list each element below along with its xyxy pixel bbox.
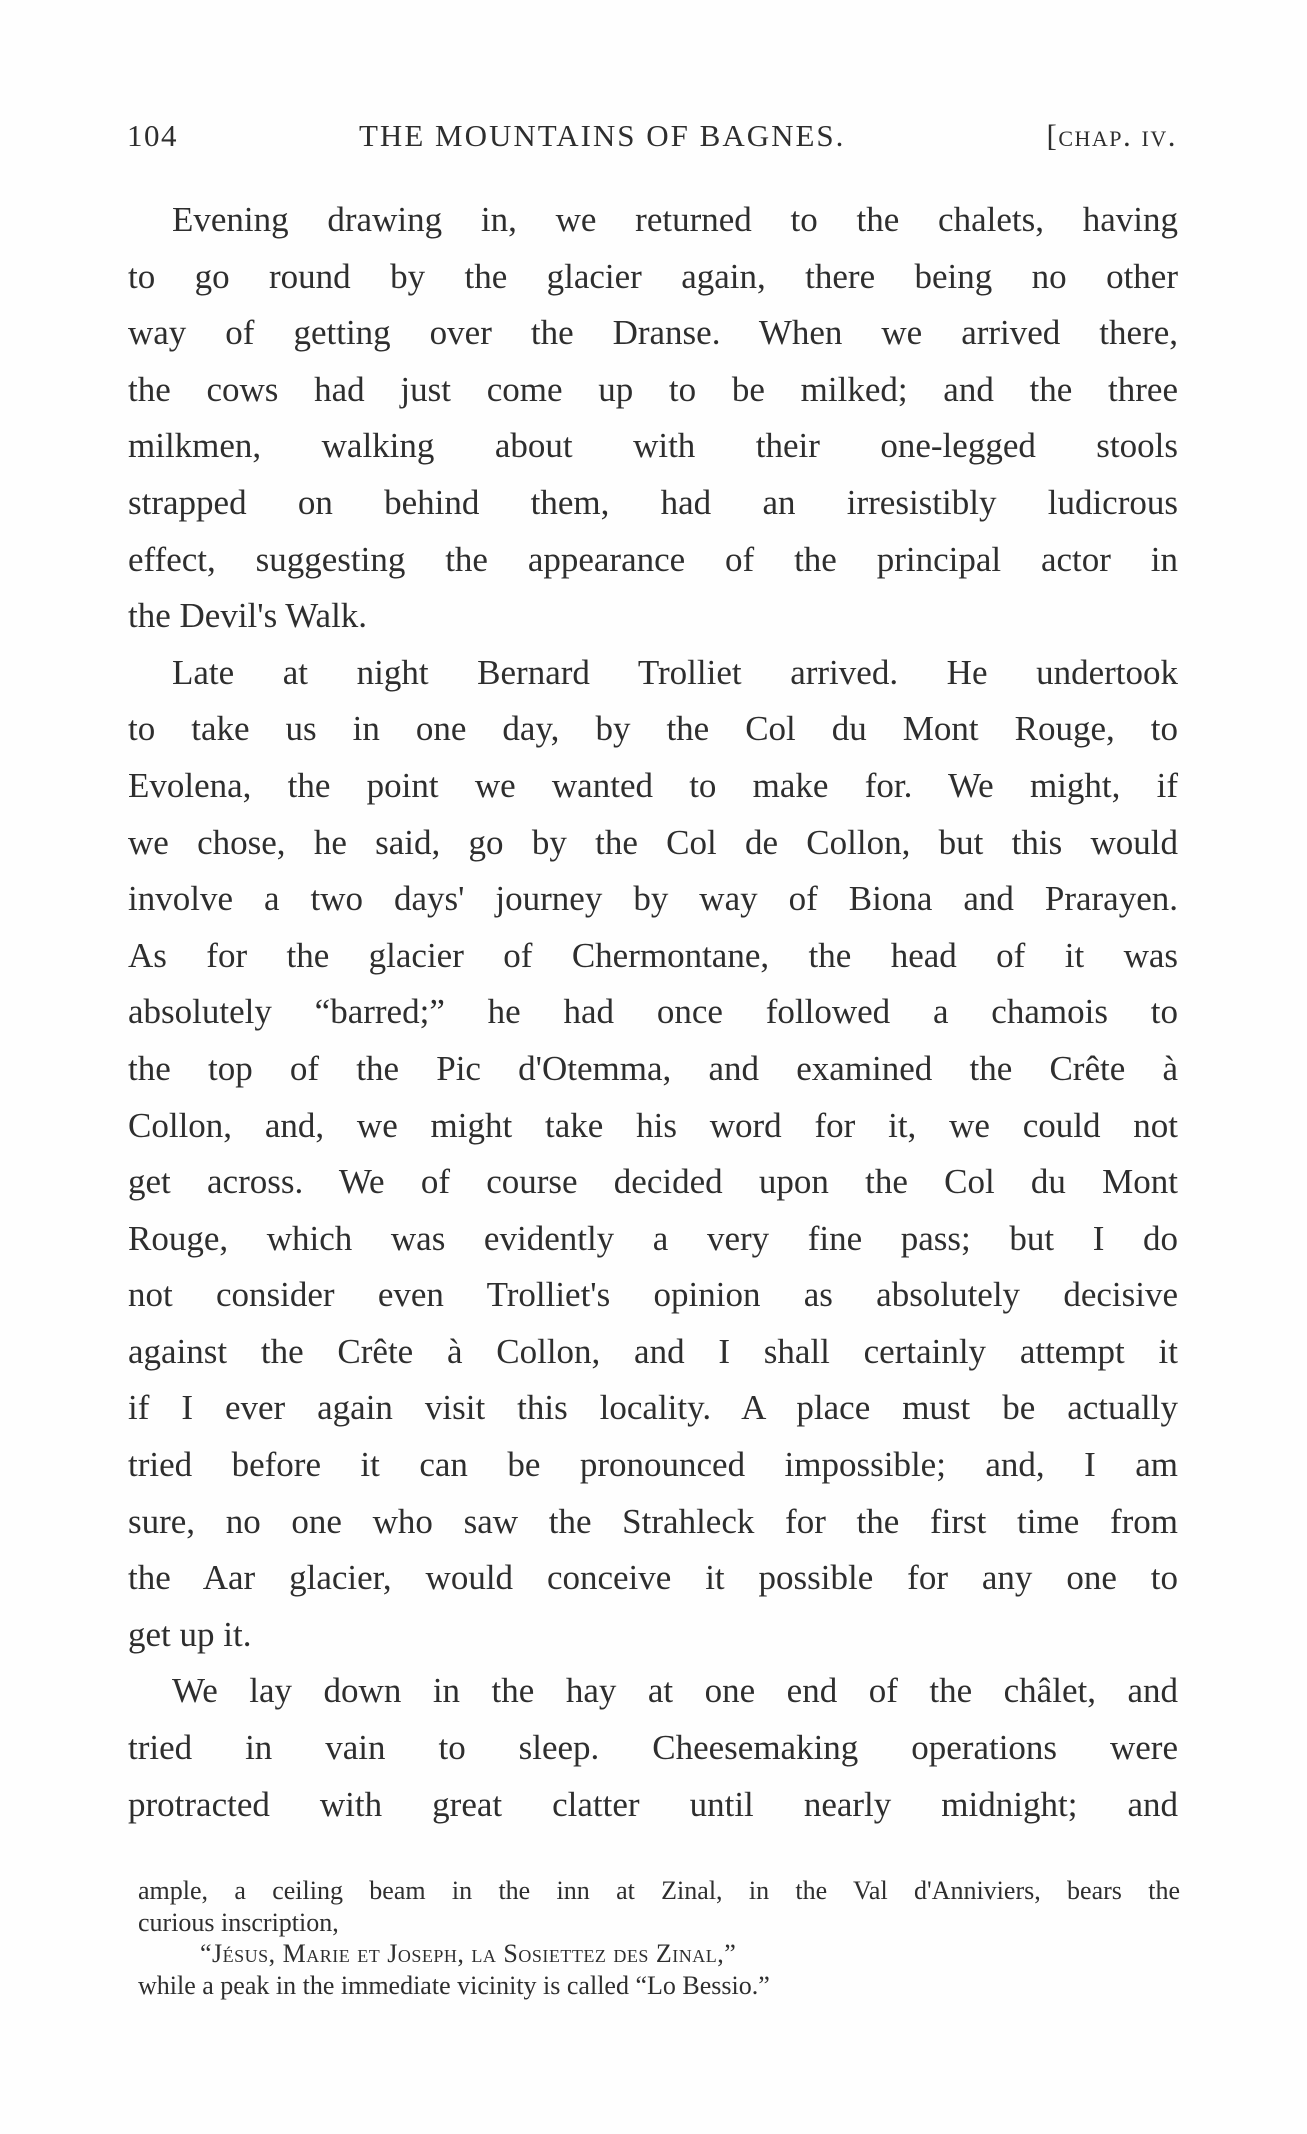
body-line: against the Crête à Collon, and I shall certainly attempt it — [128, 1331, 1178, 1371]
body-line: the Devil's Walk. — [128, 596, 368, 636]
body-line: not consider even Trolliet's opinion as absolutely decisive — [128, 1275, 1178, 1315]
footnote — [138, 1875, 1180, 2001]
footnote-quote: “Jésus, Marie et Joseph, la Sosiettez des Zinal,” — [200, 1939, 737, 1968]
body-line: the top of the Pic d'Otemma, and examined the Crête à — [128, 1048, 1178, 1088]
body-line: tried before it can be pronounced impossible; and, I am — [128, 1445, 1178, 1485]
chapter-reference: [chap. iv. — [1046, 118, 1177, 153]
body-line: Evolena, the point we wanted to make for. We might, if — [128, 765, 1178, 805]
body-line: protracted with great clatter until nearly midnight; and — [128, 1784, 1178, 1824]
page-number: 104 — [127, 118, 178, 153]
body-line: tried in vain to sleep. Cheesemaking operations were — [128, 1728, 1178, 1768]
body-line: As for the glacier of Chermontane, the head of it was — [128, 935, 1178, 975]
body-line: to take us in one day, by the Col du Mont Rouge, to — [128, 709, 1178, 749]
body-line: the Aar glacier, would conceive it possible for any one to — [128, 1558, 1178, 1598]
body-line: if I ever again visit this locality. A place must be actually — [128, 1388, 1178, 1428]
body-line: absolutely “barred;” he had once followed a chamois to — [128, 992, 1178, 1032]
footnote-line: ample, a ceiling beam in the inn at Zinal, in the Val d'Anniviers, bears the — [138, 1876, 1180, 1905]
body-line: sure, no one who saw the Strahleck for the first time from — [128, 1501, 1178, 1541]
body-line: milkmen, walking about with their one-legged stools — [128, 426, 1178, 466]
footnote-line: while a peak in the immediate vicinity is called “Lo Bessio.” — [138, 1970, 770, 2000]
body-line: get across. We of course decided upon the Col du Mont — [128, 1162, 1178, 1202]
footnote-line: curious inscription, — [138, 1907, 339, 1937]
body-line: the cows had just come up to be milked; and the three — [128, 369, 1178, 409]
body-line: Rouge, which was evidently a very fine pass; but I do — [128, 1218, 1178, 1258]
body-line: we chose, he said, go by the Col de Collon, but this would — [128, 822, 1178, 862]
body-line: Evening drawing in, we returned to the chalets, having — [172, 200, 1178, 239]
body-line: Collon, and, we might take his word for it, we could not — [128, 1105, 1178, 1145]
body-line: to go round by the glacier again, there being no other — [128, 256, 1178, 296]
body-text — [128, 192, 1178, 1833]
running-head — [127, 118, 1177, 158]
body-line: way of getting over the Dranse. When we arrived there, — [128, 313, 1178, 353]
body-line: We lay down in the hay at one end of the châlet, and — [172, 1671, 1178, 1711]
body-line: involve a two days' journey by way of Biona and Prarayen. — [128, 879, 1178, 919]
book-title: THE MOUNTAINS OF BAGNES. — [359, 118, 846, 153]
body-line: Late at night Bernard Trolliet arrived. He undertook — [172, 652, 1178, 692]
body-line: strapped on behind them, had an irresistibly ludicrous — [128, 482, 1178, 522]
body-line: get up it. — [128, 1614, 252, 1654]
body-line: effect, suggesting the appearance of the principal actor in — [128, 539, 1178, 579]
